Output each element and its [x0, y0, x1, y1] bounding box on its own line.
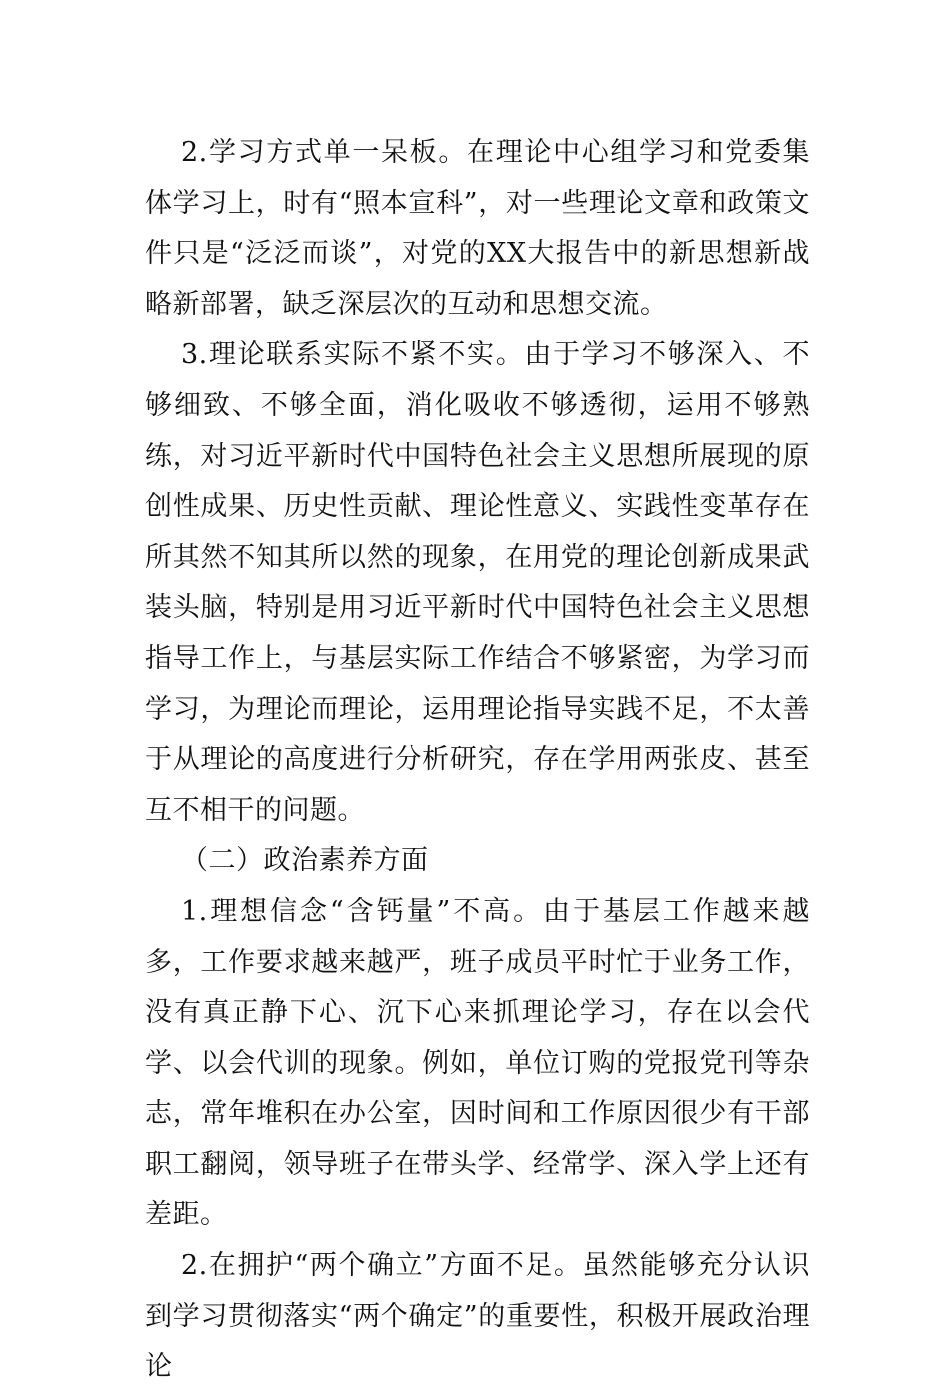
- paragraph-learning-method: 2.学习方式单一呆板。在理论中心组学习和党委集体学习上，时有“照本宣科”，对一些理论文章和政策文件只是“泛泛而谈”，对党的XX大报告中的新思想新战略新部署，缺乏深层次的互动和思想交流。: [145, 137, 810, 320]
- paragraph-ideals-beliefs: 1.理想信念“含钙量”不高。由于基层工作越来越多，工作要求越来越严，班子成员平时忙于业务工作，没有真正静下心、沉下心来抓理论学习，存在以会代学、以会代训的现象。例如，单位订购的党报党刊等杂志，常年堆积在办公室，因时间和工作原因很少有干部职工翻阅，领导班子在带头学、经常学、深入学上还有差距。: [145, 895, 810, 1231]
- paragraph-two-establishments: 2.在拥护“两个确立”方面不足。虽然能够充分认识到学习贯彻落实“两个确定”的重要性，积极开展政治理论: [145, 1250, 810, 1383]
- paragraph-theory-practice: 3.理论联系实际不紧不实。由于学习不够深入、不够细致、不够全面，消化吸收不够透彻，运用不够熟练，对习近平新时代中国特色社会主义思想所展现的原创性成果、历史性贡献、理论性意义、实践性变革存在所其然不知其所以然的现象，在用党的理论创新成果武装头脑，特别是用习近平新时代中国特色社会主义思想指导工作上，与基层实际工作结合不够紧密，为学习而学习，为理论而理论，运用理论指导实践不足，不太善于从理论的高度进行分析研究，存在学用两张皮、甚至互不相干的问题。: [145, 339, 810, 826]
- document-body: [145, 128, 810, 1393]
- section-heading-political-literacy: （二）政治素养方面: [181, 845, 429, 877]
